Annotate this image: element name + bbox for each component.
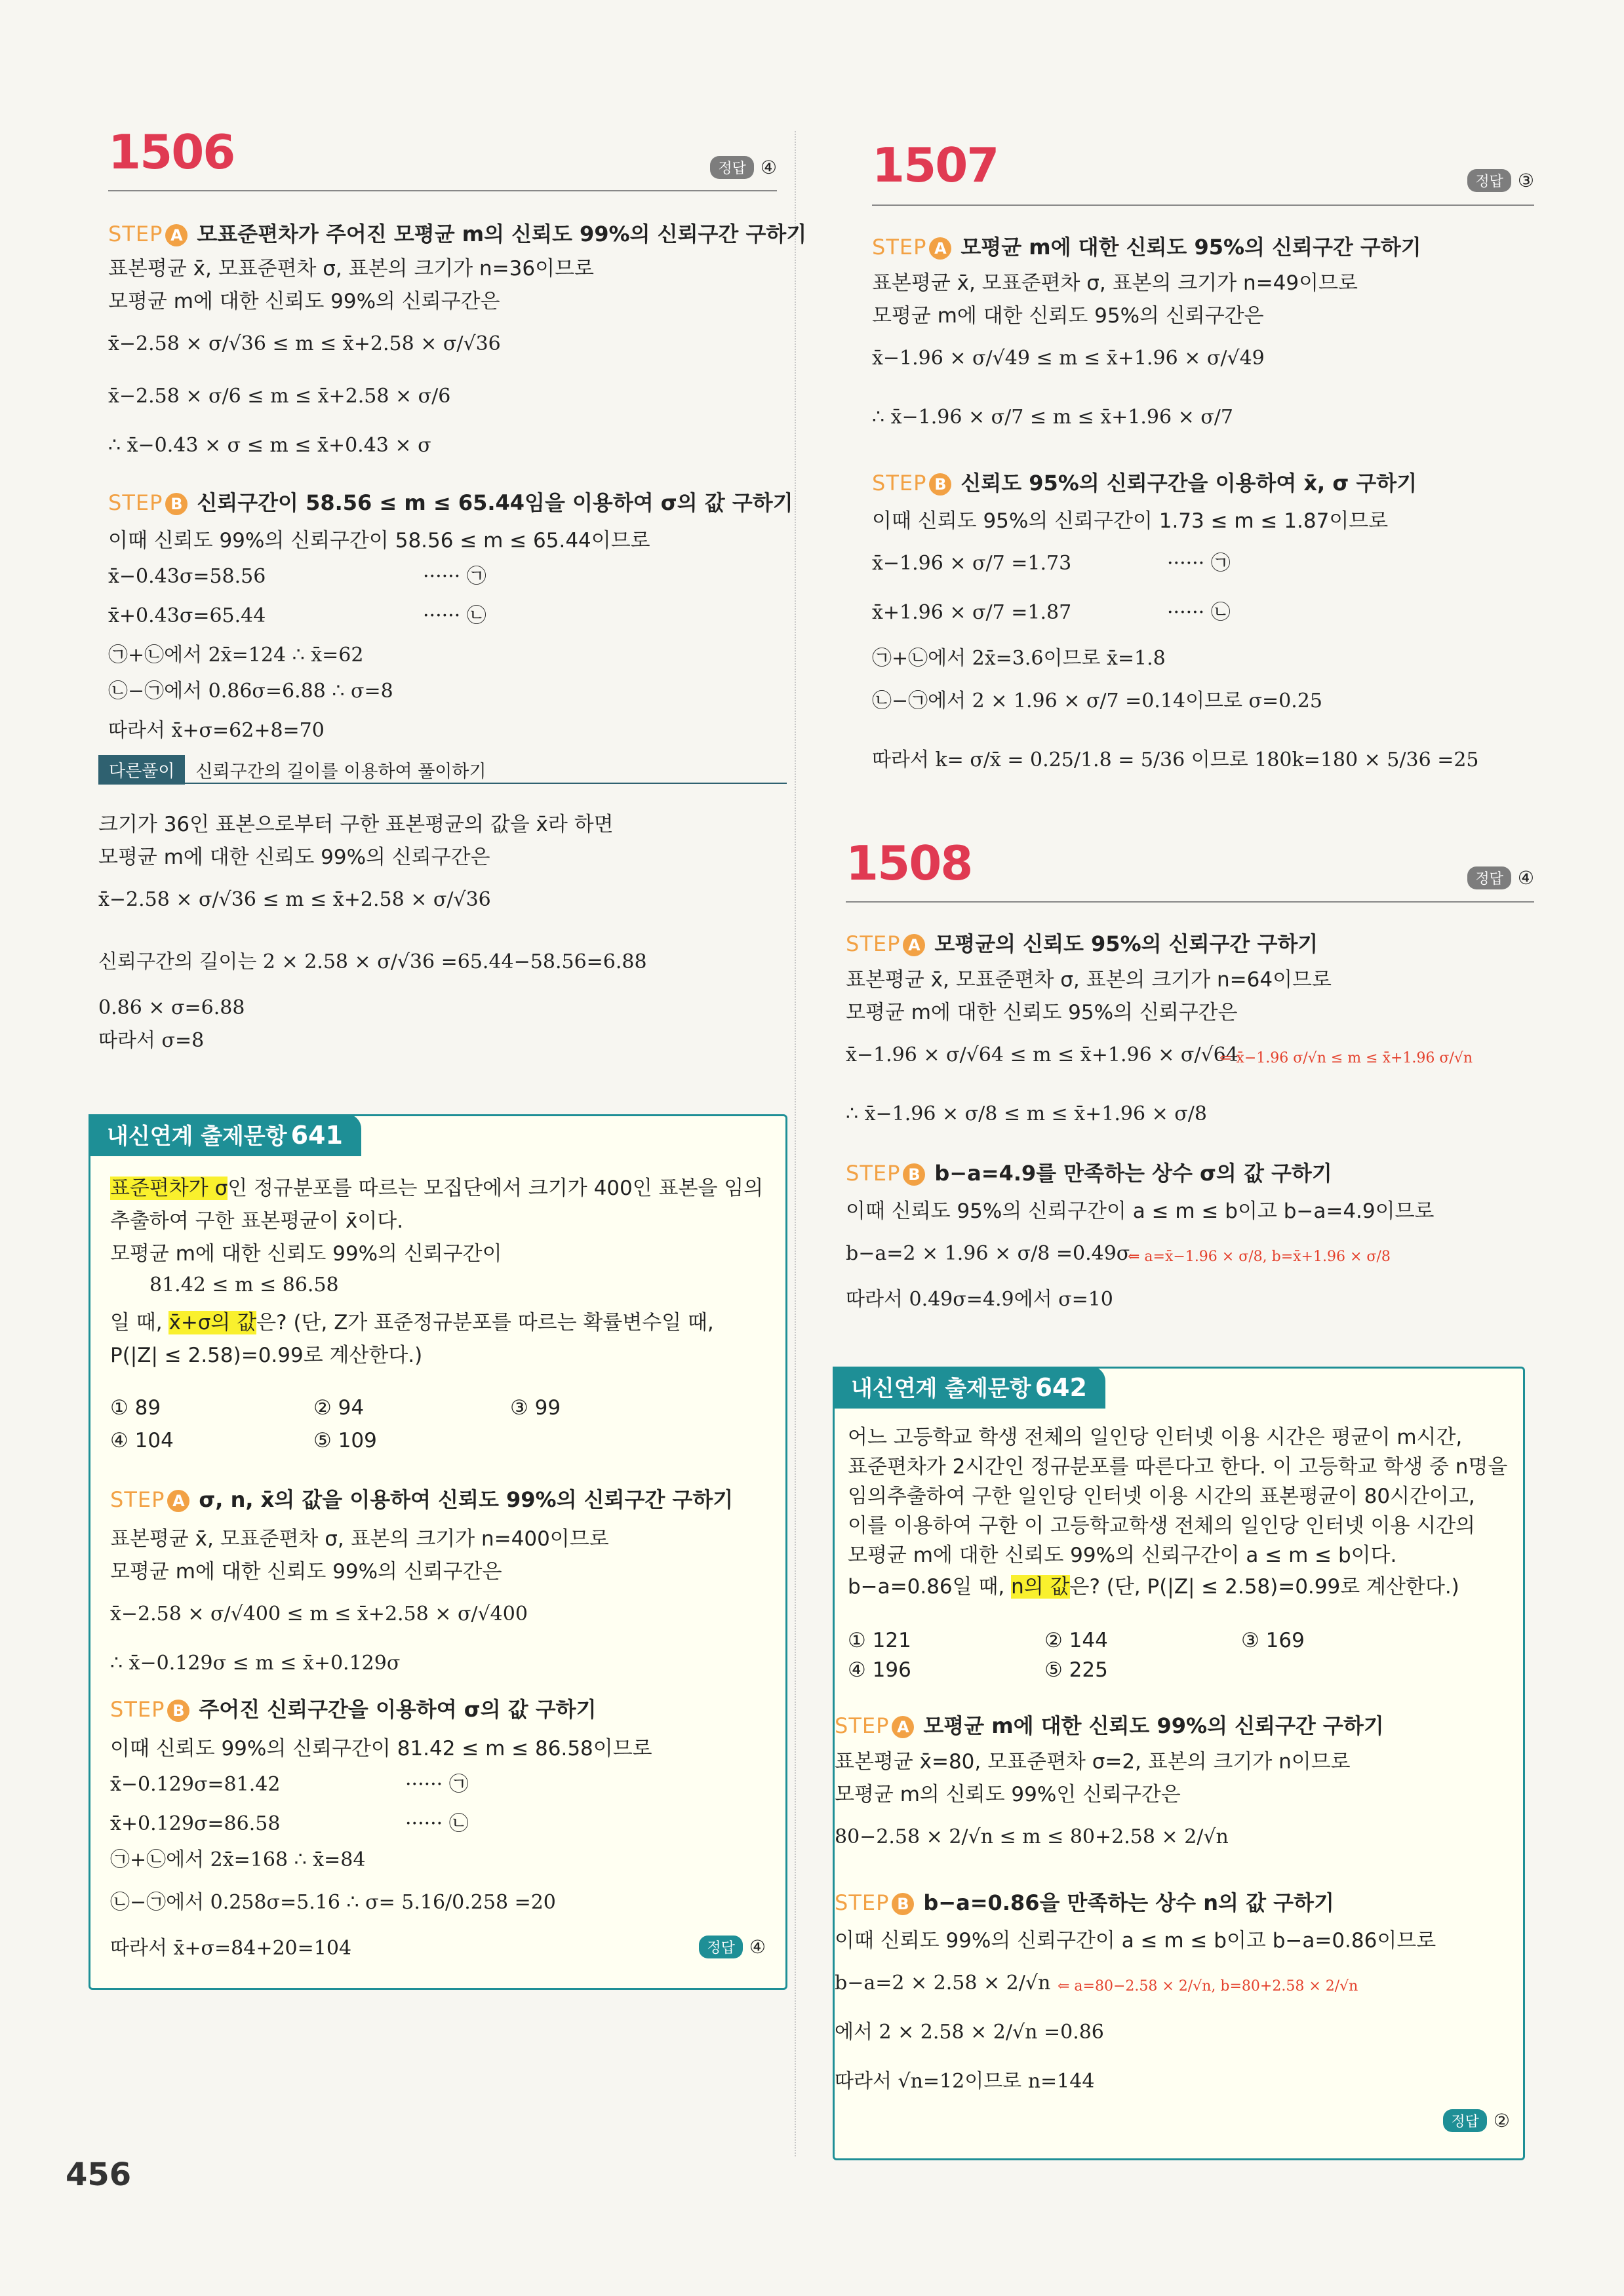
formula: 따라서 0.49σ=4.9에서 σ=10: [846, 1288, 1113, 1311]
formula: 에서 2 × 2.58 × 2/√n =0.86: [835, 2021, 1104, 2044]
step-letter-b: B: [903, 1163, 925, 1186]
text-line: 크기가 36인 표본으로부터 구한 표본평균의 값을 x̄라 하면: [98, 813, 614, 836]
step-title: 주어진 신뢰구간을 이용하여 σ의 값 구하기: [199, 1697, 597, 1722]
answer-value: ④: [749, 1936, 766, 1958]
formula: ∴ x̄−0.129σ ≤ m ≤ x̄+0.129σ: [110, 1652, 401, 1675]
choice[interactable]: ② 144: [1044, 1629, 1108, 1652]
answer-badge: 정답: [710, 156, 754, 179]
formula: x̄+0.129σ=86.58: [110, 1812, 281, 1835]
highlight: n의 값: [1011, 1575, 1070, 1599]
formula: x̄−2.58 × σ/√36 ≤ m ≤ x̄+2.58 × σ/√36: [98, 888, 491, 911]
text-line: 이때 신뢰도 95%의 신뢰구간이 1.73 ≤ m ≤ 1.87이므로: [872, 509, 1389, 533]
column-divider: [795, 131, 796, 2156]
formula: x̄+1.96 × σ/7 =1.87: [872, 601, 1072, 624]
text-line: 표본평균 x̄=80, 모표준편차 σ=2, 표본의 크기가 n이므로: [835, 1750, 1351, 1774]
answer-value: ②: [1493, 2110, 1510, 2131]
annotation: ⇐ a=80−2.58 × 2/√n, b=80+2.58 × 2/√n: [1058, 1978, 1358, 1994]
answer-641: [699, 1936, 766, 1958]
exam-label: 내신연계 출제문항: [851, 1376, 1031, 1402]
formula: x̄+0.43σ=65.44: [108, 604, 266, 627]
text-line: 모평균 m에 대한 신뢰도 95%의 신뢰구간은: [872, 304, 1264, 328]
step-letter-b: B: [167, 1700, 189, 1722]
formula: x̄−1.96 × σ/√64 ≤ m ≤ x̄+1.96 × σ/√64: [846, 1043, 1238, 1066]
exam-problem-header: [833, 1367, 1105, 1409]
step-letter-a: A: [892, 1716, 914, 1738]
step-a-heading: [872, 231, 1421, 261]
step-title: 모평균 m에 대한 신뢰도 95%의 신뢰구간 구하기: [961, 235, 1421, 260]
marker: ······ ㉡: [1167, 601, 1231, 624]
formula: x̄−2.58 × σ/6 ≤ m ≤ x̄+2.58 × σ/6: [108, 385, 451, 408]
text-line: 표본평균 x̄, 모표준편차 σ, 표본의 크기가 n=400이므로: [110, 1527, 609, 1551]
formula: ㉡−㉠에서 0.86σ=6.88 ∴ σ=8: [108, 680, 393, 703]
rule: [108, 190, 777, 191]
answer-value: ③: [1517, 170, 1534, 191]
formula: b−a=2 × 2.58 × 2/√n: [835, 1972, 1051, 1994]
step-a-heading: [846, 927, 1318, 958]
formula: 80−2.58 × 2/√n ≤ m ≤ 80+2.58 × 2/√n: [835, 1825, 1229, 1848]
step-b-heading: [835, 1886, 1334, 1917]
rule: [872, 204, 1534, 206]
formula: ∴ x̄−0.43 × σ ≤ m ≤ x̄+0.43 × σ: [108, 434, 431, 457]
choice[interactable]: ⑤ 225: [1044, 1658, 1108, 1682]
formula: ㉠+㉡에서 2x̄=124 ∴ x̄=62: [108, 644, 364, 667]
choice[interactable]: ③ 169: [1241, 1629, 1305, 1652]
formula: 따라서 k= σ/x̄ = 0.25/1.8 = 5/36 이므로 180k=180 × 5/36 =25: [872, 749, 1479, 771]
formula: ∴ x̄−1.96 × σ/7 ≤ m ≤ x̄+1.96 × σ/7: [872, 406, 1233, 429]
formula: x̄−1.96 × σ/7 =1.73: [872, 552, 1072, 575]
step-b-heading: [872, 467, 1417, 497]
step-title: 모평균 m에 대한 신뢰도 99%의 신뢰구간 구하기: [923, 1713, 1384, 1738]
marker: ······ ㉡: [405, 1812, 469, 1835]
text: 일 때,: [110, 1311, 169, 1334]
answer-value: ④: [760, 157, 777, 178]
formula: 81.42 ≤ m ≤ 86.58: [149, 1274, 339, 1296]
formula: ㉡−㉠에서 2 × 1.96 × σ/7 =0.14이므로 σ=0.25: [872, 690, 1322, 712]
formula: x̄−1.96 × σ/√49 ≤ m ≤ x̄+1.96 × σ/√49: [872, 347, 1265, 370]
formula: 따라서 √n=12이므로 n=144: [835, 2070, 1095, 2093]
formula: ㉠+㉡에서 2x̄=168 ∴ x̄=84: [110, 1848, 366, 1871]
formula: 따라서 x̄+σ=62+8=70: [108, 719, 325, 742]
rule: [846, 901, 1534, 903]
question-line: 모평균 m에 대한 신뢰도 99%의 신뢰구간이 a ≤ m ≤ b이다.: [848, 1544, 1397, 1567]
step-tag: STEP: [835, 1713, 890, 1738]
text-line: 이때 신뢰도 99%의 신뢰구간이 a ≤ m ≤ b이고 b−a=0.86이므로: [835, 1929, 1436, 1953]
highlight: 표준편차가 σ: [110, 1177, 228, 1200]
text-line: 모평균 m에 대한 신뢰도 95%의 신뢰구간은: [846, 1001, 1238, 1024]
question-line: [110, 1175, 763, 1201]
step-tag: STEP: [846, 931, 901, 956]
page-number: 456: [66, 2156, 132, 2193]
step-letter-a: A: [929, 237, 951, 260]
text-line: 표본평균 x̄, 모표준편차 σ, 표본의 크기가 n=36이므로: [108, 257, 594, 281]
text-line: 모평균 m에 대한 신뢰도 99%의 신뢰구간은: [98, 846, 490, 869]
step-a-heading: [108, 218, 806, 248]
text-line: 모평균 m에 대한 신뢰도 99%의 신뢰구간은: [110, 1560, 502, 1584]
choice[interactable]: ③ 99: [510, 1396, 561, 1420]
exam-label: 내신연계 출제문항: [107, 1123, 287, 1150]
step-tag: STEP: [110, 1487, 165, 1512]
step-letter-a: A: [167, 1490, 189, 1512]
answer-badge: 정답: [1467, 169, 1511, 192]
step-b-heading: [110, 1693, 597, 1723]
answer-1506: [710, 156, 777, 178]
step-tag: STEP: [108, 222, 163, 246]
choice[interactable]: ① 89: [110, 1396, 161, 1420]
step-tag: STEP: [846, 1161, 901, 1186]
step-letter-a: A: [903, 934, 925, 956]
step-a-heading: [110, 1483, 733, 1513]
step-b-heading: [108, 486, 793, 516]
step-a-heading: [835, 1709, 1384, 1740]
step-title: 모표준편차가 주어진 모평균 m의 신뢰도 99%의 신뢰구간 구하기: [197, 222, 807, 246]
text: b−a=0.86일 때,: [848, 1575, 1012, 1599]
formula: x̄−0.43σ=58.56: [108, 565, 266, 588]
question-line: [110, 1310, 714, 1336]
step-letter-b: B: [892, 1893, 914, 1915]
question-line: 이를 이용하여 구한 이 고등학교학생 전체의 일인당 인터넷 이용 시간의: [848, 1514, 1476, 1538]
exam-number: 641: [290, 1121, 343, 1150]
choice[interactable]: ① 121: [848, 1629, 911, 1652]
step-tag: STEP: [108, 490, 163, 515]
step-title: 신뢰도 95%의 신뢰구간을 이용하여 x̄, σ 구하기: [961, 471, 1417, 496]
question-line: [848, 1574, 1459, 1600]
formula: 0.86 × σ=6.88: [98, 996, 245, 1019]
marker: ······ ㉠: [423, 565, 486, 588]
question-line: 어느 고등학교 학생 전체의 일인당 인터넷 이용 시간은 평균이 m시간,: [848, 1426, 1463, 1449]
formula: 신뢰구간의 길이는 2 × 2.58 × σ/√36 =65.44−58.56=6.88: [98, 950, 647, 973]
formula: 따라서 x̄+σ=84+20=104: [110, 1937, 352, 1960]
text-line: 표본평균 x̄, 모표준편차 σ, 표본의 크기가 n=64이므로: [846, 968, 1332, 992]
annotation: ⇐ a=x̄−1.96 × σ/8, b=x̄+1.96 × σ/8: [1128, 1249, 1391, 1265]
formula: x̄−2.58 × σ/√400 ≤ m ≤ x̄+2.58 × σ/√400: [110, 1603, 528, 1625]
exam-number: 642: [1035, 1373, 1087, 1402]
exam-problem-641: [89, 1114, 787, 1990]
text-line: 이때 신뢰도 95%의 신뢰구간이 a ≤ m ≤ b이고 b−a=4.9이므로: [846, 1199, 1435, 1223]
step-title: 신뢰구간이 58.56 ≤ m ≤ 65.44임을 이용하여 σ의 값 구하기: [197, 490, 793, 515]
step-letter-b: B: [929, 473, 951, 496]
formula: 따라서 σ=8: [98, 1029, 205, 1052]
formula: ㉡−㉠에서 0.258σ=5.16 ∴ σ= 5.16/0.258 =20: [110, 1891, 556, 1914]
question-line: 표준편차가 2시간인 정규분포를 따른다고 한다. 이 고등학교 학생 중 n명을: [848, 1455, 1508, 1479]
question-line: 임의추출하여 구한 일인당 인터넷 이용 시간의 표본평균이 80시간이고,: [848, 1485, 1475, 1508]
text-line: 이때 신뢰도 99%의 신뢰구간이 58.56 ≤ m ≤ 65.44이므로: [108, 529, 650, 553]
formula: b−a=2 × 1.96 × σ/8 =0.49σ: [846, 1242, 1130, 1265]
choice[interactable]: ② 94: [313, 1396, 365, 1420]
answer-badge: 정답: [1467, 866, 1511, 889]
text-line: 모평균 m에 대한 신뢰도 99%의 신뢰구간은: [108, 290, 500, 313]
step-letter-b: B: [165, 493, 188, 515]
answer-1508: [1467, 866, 1534, 889]
text: 인 정규분포를 따르는 모집단에서 크기가 400인 표본을 임의: [228, 1177, 764, 1200]
exam-problem-header: [89, 1114, 361, 1156]
formula: ∴ x̄−1.96 × σ/8 ≤ m ≤ x̄+1.96 × σ/8: [846, 1102, 1207, 1125]
step-tag: STEP: [110, 1697, 165, 1722]
text-line: 이때 신뢰도 99%의 신뢰구간이 81.42 ≤ m ≤ 86.58이므로: [110, 1737, 652, 1761]
exam-problem-642: [833, 1367, 1525, 2160]
answer-badge: 정답: [1443, 2109, 1487, 2132]
step-tag: STEP: [872, 471, 927, 496]
marker: ······ ㉠: [1167, 552, 1231, 575]
step-letter-a: A: [165, 224, 188, 246]
problem-number-1508: 1508: [846, 836, 972, 891]
question-line: 추출하여 구한 표본평균이 x̄이다.: [110, 1209, 404, 1233]
text-line: 표본평균 x̄, 모표준편차 σ, 표본의 크기가 n=49이므로: [872, 271, 1358, 295]
step-b-heading: [846, 1157, 1332, 1187]
answer-value: ④: [1517, 867, 1534, 889]
marker: ······ ㉡: [423, 604, 486, 627]
choice[interactable]: ④ 196: [848, 1658, 911, 1682]
problem-number-1507: 1507: [872, 138, 999, 193]
annotation: ⇐ x̄−1.96 σ/√n ≤ m ≤ x̄+1.96 σ/√n: [1219, 1050, 1473, 1066]
formula: x̄−0.129σ=81.42: [110, 1773, 281, 1796]
highlight: x̄+σ의 값: [168, 1311, 257, 1334]
answer-642: [1443, 2109, 1510, 2131]
choice[interactable]: ⑤ 109: [313, 1429, 377, 1452]
formula: ㉠+㉡에서 2x̄=3.6이므로 x̄=1.8: [872, 647, 1166, 670]
alternative-solution-heading: [98, 755, 486, 784]
text: 은? (단, Z가 표준정규분포를 따르는 확률변수일 때,: [256, 1311, 714, 1334]
marker: ······ ㉠: [405, 1773, 469, 1796]
answer-1507: [1467, 169, 1534, 191]
answer-badge: 정답: [699, 1936, 743, 1958]
alt-badge: 다른풀이: [98, 755, 185, 785]
question-line: 모평균 m에 대한 신뢰도 99%의 신뢰구간이: [110, 1242, 502, 1266]
step-title: 모평균의 신뢰도 95%의 신뢰구간 구하기: [934, 931, 1318, 956]
text: 은? (단, P(|Z| ≤ 2.58)=0.99로 계산한다.): [1069, 1575, 1459, 1599]
step-tag: STEP: [872, 235, 927, 260]
step-title: b−a=4.9를 만족하는 상수 σ의 값 구하기: [934, 1161, 1332, 1186]
formula: x̄−2.58 × σ/√36 ≤ m ≤ x̄+2.58 × σ/√36: [108, 332, 501, 355]
step-title: σ, n, x̄의 값을 이용하여 신뢰도 99%의 신뢰구간 구하기: [199, 1487, 734, 1512]
question-line: P(|Z| ≤ 2.58)=0.99로 계산한다.): [110, 1344, 423, 1367]
step-title: b−a=0.86을 만족하는 상수 n의 값 구하기: [923, 1890, 1334, 1915]
step-tag: STEP: [835, 1890, 890, 1915]
text-line: 모평균 m의 신뢰도 99%인 신뢰구간은: [835, 1783, 1181, 1806]
problem-number-1506: 1506: [108, 125, 235, 180]
alt-rule: [98, 783, 787, 784]
choice[interactable]: ④ 104: [110, 1429, 174, 1452]
alt-title: 신뢰구간의 길이를 이용하여 풀이하기: [195, 762, 486, 782]
